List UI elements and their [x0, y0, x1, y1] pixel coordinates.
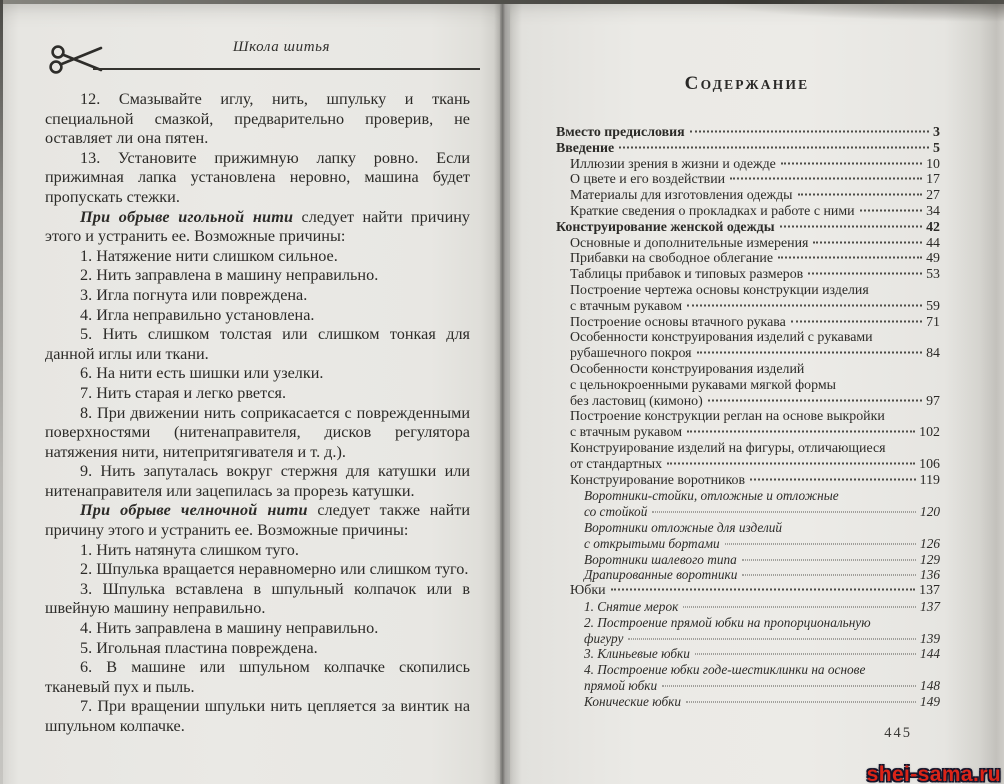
- watermark: shei-sama.ru: [866, 763, 1001, 784]
- toc-entry-label: Особенности конструирования изделий: [570, 361, 805, 377]
- toc-entry: [584, 552, 940, 568]
- toc-entry: [570, 267, 940, 283]
- toc-line: [570, 236, 940, 252]
- toc-page-number: 97: [926, 393, 940, 409]
- toc-line: [556, 125, 940, 141]
- paragraph: [45, 306, 470, 326]
- toc-page-number: 137: [920, 598, 940, 614]
- dot-leader: [683, 606, 916, 607]
- toc-line: [570, 378, 940, 394]
- dot-leader: [667, 462, 915, 464]
- body-text: 2. Шпулька вращается неравномерно или слишком туго.: [80, 560, 469, 579]
- toc-page-number: 34: [926, 203, 940, 219]
- dot-leader: [781, 162, 922, 164]
- toc-line: [584, 536, 940, 552]
- paragraph: [45, 208, 470, 247]
- toc-entry-label: без ластовиц (кимоно): [570, 393, 703, 409]
- toc-page-number: 71: [926, 314, 940, 330]
- toc-line: [570, 583, 940, 599]
- running-head-title: Школа шитья: [232, 39, 331, 55]
- left-page: [3, 3, 500, 784]
- emphasis-phrase: При обрыве игольной нити: [80, 207, 294, 226]
- toc-entry: [570, 583, 940, 599]
- paragraph: [45, 501, 470, 540]
- paragraph: [45, 560, 470, 580]
- toc-line: [570, 362, 940, 378]
- body-text: 13. Установите прижимную лапку ровно. Если прижимная лапка установлена неровно, машина будет пропускать стежки.: [45, 148, 470, 206]
- page-gutter: [494, 3, 512, 784]
- toc-page-number: 120: [920, 504, 940, 520]
- paragraph: [45, 266, 470, 286]
- toc-entry-label: Юбки: [570, 583, 606, 599]
- paragraph: [45, 364, 470, 384]
- body-text: 8. При движении нить соприкасается с поврежденными поверхностями (нитенаправителя, дисков регулятора натяжения нити, нитепритягивателя и т. д.).: [45, 403, 470, 461]
- body-text: 6. На нити есть шишки или узелки.: [80, 364, 324, 383]
- dot-leader: [686, 701, 916, 702]
- toc-page-number: 10: [926, 156, 940, 172]
- page-number: 445: [884, 725, 912, 741]
- toc-entry: [584, 646, 940, 662]
- left-page-text: [45, 90, 470, 737]
- paragraph: [45, 247, 470, 267]
- toc-line: [570, 457, 940, 473]
- toc-entry-label: 2. Построение прямой юбки на пропорциональную: [584, 614, 871, 630]
- toc-page-number: 5: [933, 140, 940, 156]
- paragraph: [45, 404, 470, 463]
- toc-page-number: 149: [920, 693, 940, 709]
- dot-leader: [742, 559, 916, 560]
- toc-entry: [584, 520, 940, 552]
- dot-leader: [778, 257, 922, 259]
- toc-entry: [584, 662, 940, 694]
- toc-entry: [584, 567, 940, 583]
- toc-page-number: 137: [919, 583, 940, 599]
- toc-entry-label: Материалы для изготовления одежды: [570, 188, 793, 204]
- toc-entry-label: О цвете и его воздействии: [570, 172, 726, 188]
- toc-line: [584, 488, 940, 504]
- toc-page-number: 42: [926, 219, 940, 235]
- toc-entry: [570, 441, 940, 473]
- running-head: [43, 39, 486, 77]
- dot-leader: [662, 685, 916, 686]
- dot-leader: [742, 575, 916, 576]
- toc-line: [556, 141, 940, 157]
- toc-entry-label: Воротники шалевого типа: [584, 551, 737, 567]
- toc-entry-label: Вместо предисловия: [556, 125, 685, 140]
- toc-entry: [570, 409, 940, 441]
- body-text: 6. В машине или шпульном колпачке скопились тканевый пух и пыль.: [45, 658, 470, 696]
- toc-entry-label: со стойкой: [584, 504, 648, 520]
- dot-leader: [690, 131, 929, 133]
- toc-entry-label: от стандартных: [570, 456, 663, 472]
- paragraph: [45, 658, 470, 697]
- toc-page-number: 148: [920, 677, 940, 693]
- toc-entry: [556, 141, 940, 157]
- toc-entry-label: Конструирование женской одежды: [556, 219, 775, 235]
- toc-line: [570, 204, 940, 220]
- dot-leader: [708, 399, 922, 401]
- toc-line: [584, 694, 940, 710]
- toc-line: [584, 520, 940, 536]
- body-text: 5. Игольная пластина повреждена.: [80, 638, 318, 657]
- toc-page-number: 129: [920, 551, 940, 567]
- toc-page-number: 53: [926, 267, 940, 283]
- toc-line: [584, 662, 940, 678]
- toc-entry: [570, 188, 940, 204]
- body-text: 7. При вращении шпульки нить цепляется за винтик на шпульном колпачке.: [45, 697, 470, 735]
- body-text: 3. Игла погнута или повреждена.: [80, 285, 308, 304]
- body-text: следует также найти причину этого и устранить ее. Возможные причины:: [45, 501, 470, 540]
- toc-line: [570, 251, 940, 267]
- toc-line: [570, 188, 940, 204]
- paragraph: [45, 462, 470, 501]
- toc-line: [570, 330, 940, 346]
- toc-line: [570, 267, 940, 283]
- toc-entry-label: Краткие сведения о прокладках и работе с ними: [570, 203, 855, 219]
- scan-top-edge: [0, 0, 1004, 4]
- toc-page-number: 126: [920, 535, 940, 551]
- dot-leader: [808, 273, 922, 275]
- toc-page-number: 84: [926, 346, 940, 362]
- toc-entry: [584, 488, 940, 520]
- toc-entry: [570, 315, 940, 331]
- toc-entry-label: Построение чертежа основы конструкции изделия: [570, 282, 869, 298]
- toc-line: [584, 567, 940, 583]
- toc-list: [556, 125, 940, 709]
- toc-page-number: 3: [933, 125, 940, 140]
- scissors-icon: [49, 43, 105, 77]
- paragraph: [45, 149, 470, 208]
- toc-line: [570, 157, 940, 173]
- toc-entry: [556, 220, 940, 236]
- dot-leader: [780, 225, 923, 227]
- paragraph: [45, 580, 470, 619]
- toc-entry-label: Особенности конструирования изделий с рукавами: [570, 330, 873, 346]
- toc-line: [570, 346, 940, 362]
- toc-entry-label: Основные и дополнительные измерения: [570, 235, 809, 251]
- paragraph: [45, 384, 470, 404]
- toc-page-number: 139: [920, 630, 940, 646]
- dot-leader: [652, 512, 916, 513]
- dot-leader: [628, 638, 916, 639]
- dot-leader: [619, 146, 929, 148]
- dot-leader: [730, 178, 922, 180]
- toc-entry: [570, 362, 940, 409]
- paragraph: [45, 697, 470, 736]
- toc-entry-label: Воротники-стойки, отложные и отложные: [584, 488, 839, 504]
- right-page: [510, 3, 1004, 784]
- toc-entry-label: 4. Построение юбки годе-шестиклинки на основе: [584, 662, 866, 678]
- toc-line: [584, 552, 940, 568]
- body-text: 4. Игла неправильно установлена.: [80, 305, 315, 324]
- toc-entry-label: Построение основы втачного рукава: [570, 314, 786, 330]
- toc-line: [584, 599, 940, 615]
- toc-entry-label: рубашечного покроя: [570, 346, 692, 362]
- dot-leader: [695, 654, 916, 655]
- toc-entry-label: Воротники отложные для изделий: [584, 519, 783, 535]
- emphasis-phrase: При обрыве челночной нити: [80, 501, 308, 520]
- paragraph: [45, 619, 470, 639]
- body-text: 9. Нить запуталась вокруг стержня для катушки или нитенаправителя или зацепилась за прорезь катушки.: [45, 462, 470, 500]
- body-text: 4. Нить заправлена в машину неправильно.: [80, 619, 379, 638]
- toc-line: [584, 646, 940, 662]
- body-text: 7. Нить старая и легко рвется.: [80, 383, 287, 402]
- toc-entry-label: с втачным рукавом: [570, 425, 683, 441]
- toc-entry-label: Построение конструкции реглан на основе выкройки: [570, 409, 885, 425]
- toc-page-number: 144: [920, 646, 940, 662]
- toc-line: [570, 425, 940, 441]
- toc-page-number: 106: [919, 456, 940, 472]
- dot-leader: [611, 589, 916, 591]
- body-text: 5. Нить слишком толстая или слишком тонкая для данной иглы или ткани.: [45, 325, 470, 363]
- paragraph: [45, 286, 470, 306]
- paragraph: [45, 541, 470, 561]
- toc-entry-label: с открытыми бортами: [584, 535, 720, 551]
- toc-line: [584, 678, 940, 694]
- toc-line: [570, 409, 940, 425]
- toc-entry: [584, 694, 940, 710]
- toc-page-number: 119: [919, 472, 940, 488]
- toc-entry: [584, 599, 940, 615]
- paragraph: [45, 90, 470, 149]
- toc-page-number: 27: [926, 188, 940, 204]
- toc-entry: [570, 172, 940, 188]
- toc-entry-label: Конструирование изделий на фигуры, отличающиеся: [570, 440, 886, 456]
- dot-leader: [750, 478, 916, 480]
- dot-leader: [725, 543, 916, 544]
- toc-entry-label: с цельнокроенными рукавами мягкой формы: [570, 377, 836, 393]
- body-text: 3. Шпулька вставлена в шпульный колпачок или в швейную машину неправильно.: [45, 579, 470, 618]
- toc-entry: [570, 283, 940, 315]
- toc-entry-label: 3. Клиньевые юбки: [584, 646, 690, 662]
- body-text: 1. Нить натянута слишком туго.: [80, 540, 299, 559]
- toc-entry-label: 1. Снятие мерок: [584, 598, 679, 614]
- toc-entry-label: с втачным рукавом: [570, 298, 683, 314]
- paragraph: [45, 325, 470, 364]
- toc-line: [570, 394, 940, 410]
- dot-leader: [687, 431, 915, 433]
- scan-left-edge: [0, 0, 3, 784]
- toc-page-number: 49: [926, 251, 940, 267]
- toc-entry-label: фигуру: [584, 630, 624, 646]
- toc-line: [570, 441, 940, 457]
- body-text: 1. Натяжение нити слишком сильное.: [80, 246, 338, 265]
- toc-entry: [570, 236, 940, 252]
- toc-line: [584, 504, 940, 520]
- dot-leader: [697, 352, 923, 354]
- toc-entry-label: Конструирование воротников: [570, 472, 746, 488]
- toc-line: [584, 631, 940, 647]
- body-text: 2. Нить заправлена в машину неправильно.: [80, 266, 379, 285]
- toc-entry: [570, 330, 940, 362]
- toc-entry: [570, 157, 940, 173]
- toc-entry: [584, 615, 940, 647]
- toc-line: [570, 473, 940, 489]
- body-text: 12. Смазывайте иглу, нить, шпульку и ткань специальной смазкой, предварительно проверив, не оставляет ли она пятен.: [45, 90, 470, 148]
- toc-entry: [556, 125, 940, 141]
- dot-leader: [798, 194, 923, 196]
- paragraph: [45, 639, 470, 659]
- dot-leader: [687, 304, 922, 306]
- toc-line: [570, 299, 940, 315]
- toc-line: [556, 220, 940, 236]
- toc-entry: [570, 473, 940, 489]
- toc-entry-label: Иллюзии зрения в жизни и одежде: [570, 156, 776, 172]
- toc-line: [570, 283, 940, 299]
- toc-title: СОДЕРЖАНИЕ: [684, 73, 810, 94]
- toc-entry-label: Прибавки на свободное облегание: [570, 251, 774, 267]
- dot-leader: [791, 320, 922, 322]
- toc-line: [570, 315, 940, 331]
- toc-entry-label: прямой юбки: [584, 677, 658, 693]
- toc-page-number: 17: [926, 172, 940, 188]
- toc-page-number: 59: [926, 298, 940, 314]
- toc-line: [584, 615, 940, 631]
- header-rule: [93, 68, 480, 70]
- dot-leader: [860, 209, 923, 211]
- toc-page-number: 44: [926, 235, 940, 251]
- toc-entry: [570, 251, 940, 267]
- toc-entry-label: Таблицы прибавок и типовых размеров: [570, 267, 804, 283]
- toc-page-number: 102: [919, 425, 940, 441]
- toc-entry: [570, 204, 940, 220]
- toc-line: [570, 172, 940, 188]
- toc-page-number: 136: [920, 567, 940, 583]
- toc-entry-label: Драпированные воротники: [584, 567, 738, 583]
- toc-entry-label: Конические юбки: [584, 693, 682, 709]
- body-text: следует найти причину этого и устранить ее. Возможные причины:: [45, 207, 470, 246]
- dot-leader: [813, 241, 922, 243]
- toc-entry-label: Введение: [556, 140, 615, 156]
